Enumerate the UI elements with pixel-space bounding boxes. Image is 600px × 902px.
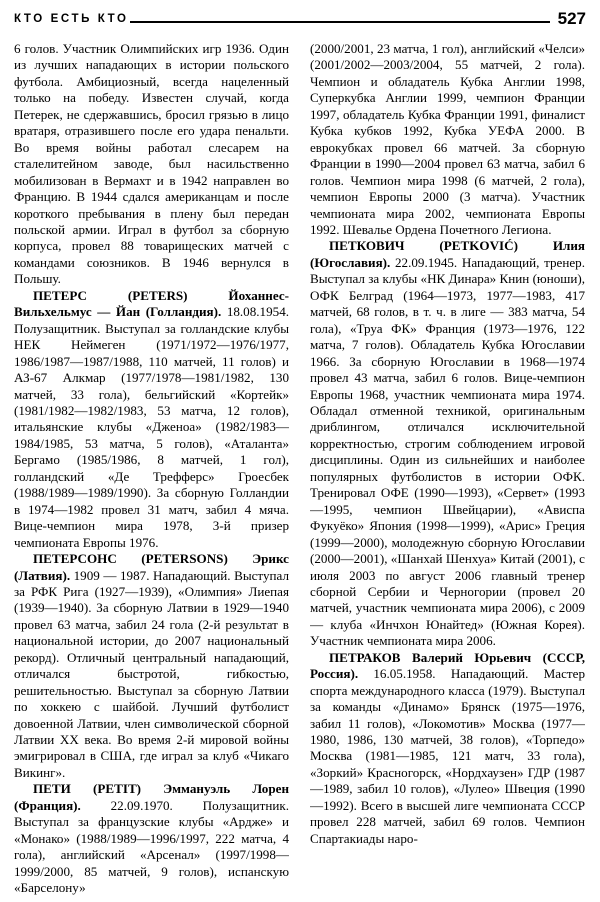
running-header [14,9,586,35]
paragraph-petit-continued [310,41,585,238]
paragraph-peterek-continued [14,41,289,288]
entry-body: 18.08.1954. Полузащитник. Выступал за голландские клубы НЕК Неймеген (1971/1972—1976/1977, 1986/1987—1987/1988, 110 матчей, 11 голов) и АЗ-67 Алкмар (1977/1978—1981/1982, 130 матчей, 33 гола), бельгийский «Кортейк» (1981/1982—1982/1983, 53 матча, 12 голов), итальянские клубы «Дженоа» (1982/1983—1984/1985, 53 матча, 5 голов), «Аталанта» Бергамо (1985/1986, 8 матчей, 1 гол), голландский «Де Трефферс» Гроесбек (1988/1989—1989/1990). За сборную Голландии в 1974—1982 провел 31 матч, забил 4 мяча. Вице-чемпион мира 1978, 3-й призер чемпионата Европы 1976. [14,304,289,550]
entry-body: 22.09.1970. Полузащитник. Выступал за французские клубы «Ардже» и «Монако» (1988/1989—1996/1997, 222 матча, 4 гола), английский «Арсенал» (1997/1998—1999/2000, 85 матчей, 9 голов), испанскую «Барселону» [14,797,289,896]
entry-peters [14,288,289,551]
page-number: 527 [557,9,586,28]
entry-headword: ПЕТЕРС (PETERS) Йоханнес-Вильхельмус — Йан (Голландия). [14,287,289,320]
column-right [310,41,585,899]
entry-petkovic [310,238,585,649]
entry-body: 16.05.1958. Нападающий. Мастер спорта международного класса (1979). Выступал за команды «Динамо» Брянск (1975—1976, забил 11 голов), «Локомотив» Москва (1977—1980, 1986, 130 матчей, 38 голов), «Торпедо» Москва (1981—1985, 121 матч, 33 гола), «Зоркий» Красногорск, «Нордхаузен» ГДР (1987—1989, забил 10 голов), «Лулео» Швеция (1990—1992). Всего в высшей лиге чемпионата СССР провел 228 матчей, забил 69 голов. Чемпион Спартакиады наро- [310,666,585,846]
entry-headword: ПЕТЕРСОНС (PETERSONS) Эрикс (Латвия). [14,551,289,583]
entry-headword: ПЕТИ (PETIT) Эммануэль Лорен (Франция). [14,781,289,813]
column-left [14,41,289,899]
entry-headword: ПЕТКОВИЧ (PETKOVIĆ) Илия (Югославия). [310,238,585,270]
entry-petersons [14,551,289,781]
horizontal-rule-icon [130,21,550,23]
entry-headword: ПЕТРАКОВ Валерий Юрьевич (СССР, Россия). [310,649,585,682]
running-header-title: КТО ЕСТЬ КТО [14,13,129,25]
entry-petrakov [310,650,585,847]
entry-petit [14,781,289,896]
body-columns [14,41,586,899]
entry-body: 22.09.1945. Нападающий, тренер. Выступал за клубы «НК Динара» Книн (юноши), ОФК Белград (1964—1973, 1977—1983, 417 матчей, 68 голов, в т. ч. в лиге — 383 матча, 54 гола), «Труа ФК» Франция (1973—1976, 122 матча, 7 голов). Обладатель Кубка Югославии 1966. За сборную Югославии в 1968—1974 провел 43 матча, забил 6 голов. Вице-чемпион Европы 1968, участник чемпионата мира 1974. Обладал отменной техникой, оригинальным дриблингом, отличался исключительной корректностью, строгим соблюдением игровой дисциплины. Один из сильнейших и наиболее популярных футболистов в истории ОФК. Тренировал ОФЕ (1990—1993), «Сервет» (1993—1995, чемпион Швейцарии), «Ависпа Фукуёко» Япония (1998—1999), «Арис» Греция (1999—2000), молодежную сборную Югославии (2000—2001), «Шанхай Шенхуа» Китай (2001), с июля 2003 по август 2006 главный тренер сборной Сербии и Черногории (провел 20 матчей, участник чемпионата мира 2006), с 2009 — клуба «Инчхон Юнайтед» (Южная Корея). Участник чемпионата мира 2006. [310,254,585,649]
entry-body: 1909 — 1987. Нападающий. Выступал за РФК Рига (1927—1939), «Олимпия» Лиепая (1939—1940). За сборную Латвии в 1929—1940 провел 63 матча, забил 24 гола (2-й результат в национальной истории, до 2007 национальный рекорд). Отличный центральный нападающий, отличался быстротой, гибкостью, решительностью. Выступал за сборную Латвии по хоккею с шайбой. Лучший футболист довоенной Латвии, член символической сборной Латвии XX века. Во время 2-й мировой войны эмигрировал в США, где играл за клуб «Чикаго Викинг». [14,567,289,780]
paragraph-text: (2000/2001, 23 матча, 1 гол), английский «Челси» (2001/2002—2003/2004, 55 матчей, 2 гола). Чемпион и обладатель Кубка Англии 1998, Суперкубка Англии 1999, чемпион Франции 1997, обладатель Кубка Франции 1991, финалист Кубка кубков 1992, Кубка УЕФА 2000. В еврокубках провел 66 матчей. За сборную Франции в 1990—2004 провел 63 матча, забил 6 голов. Чемпион мира 1998 (6 матчей, 2 гола), чемпион Европы 2000 (3 матча). Участник чемпионата мира 2002, чемпионата Европы 1992. Шевалье Ордена Почетного Легиона. [310,41,585,237]
paragraph-text: 6 голов. Участник Олимпийских игр 1936. Один из лучших нападающих в истории польского футбола. Амбициозный, всегда нацеленный только на победу. Известен случай, когда Петерек, не сдержавшись, бросил грязью в лицо вратаря, отразившего после его удара пенальти. Во время войны работал слесарем на сталелитейном заводе, был насильственно мобилизован в Вермахт и в 1942 направлен во Францию. В 1944 сдался американцам и после короткого пребывания в плену был передан польской армии. Играл в футбол за сборную корпуса, провел 88 товарищеских матчей с командами союзников. В 1946 вернулся в Польшу. [14,41,289,287]
